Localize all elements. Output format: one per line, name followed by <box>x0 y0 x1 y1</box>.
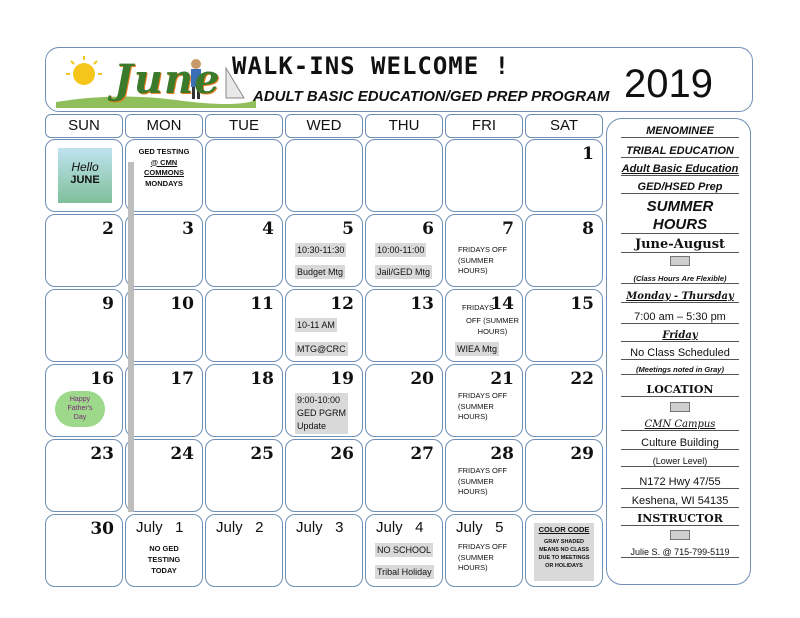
hello-text: Hello <box>71 160 99 174</box>
fathers-day-icon: Happy Father's Day <box>55 391 105 427</box>
month-word: June <box>114 56 221 103</box>
day-cell <box>285 364 363 437</box>
dow-sun: SUN <box>45 114 123 138</box>
sidebar-line: CMN Campus <box>621 419 739 431</box>
day-cell <box>45 439 123 512</box>
fridays-label: FRIDAYS <box>462 303 494 312</box>
day-number: 18 <box>250 369 274 389</box>
day-number: 30 <box>90 519 114 539</box>
day-cell <box>45 289 123 362</box>
day-number: 27 <box>410 444 434 464</box>
ged-testing-note: GED TESTING @ CMN COMMONS MONDAYS <box>138 147 190 188</box>
event-title: Tribal Holiday <box>377 567 432 577</box>
day-cell <box>285 214 363 287</box>
sidebar-line: 7:00 am – 5:30 pm <box>621 311 739 324</box>
day-cell <box>525 364 603 437</box>
day-cell <box>205 364 283 437</box>
dow-thu: THU <box>365 114 443 138</box>
day-number: 1 <box>582 144 594 164</box>
sidebar-line: LOCATION <box>621 383 739 397</box>
sidebar-line: SUMMER <box>646 198 714 215</box>
fridays-off-note: FRIDAYS OFF (SUMMER HOURS) <box>458 466 508 496</box>
year: 2019 <box>624 62 713 106</box>
day-number: 11 <box>250 294 274 314</box>
sidebar-line: GED/HSED Prep <box>621 181 739 194</box>
day-cell <box>365 139 443 212</box>
sun-icon <box>73 63 95 85</box>
day-number: 24 <box>170 444 194 464</box>
dow-sat: SAT <box>525 114 603 138</box>
day-cell <box>445 514 523 587</box>
day-cell <box>125 364 203 437</box>
day-cell <box>205 139 283 212</box>
info-sidebar <box>606 118 751 585</box>
day-cell <box>525 439 603 512</box>
program-title: ADULT BASIC EDUCATION/GED PREP PROGRAM <box>253 88 610 105</box>
sidebar-line: Adult Basic Education <box>621 163 739 175</box>
fridays-off-note: FRIDAYS OFF (SUMMER HOURS) <box>458 391 508 421</box>
event-title: NO SCHOOL <box>377 545 432 555</box>
sidebar-line: INSTRUCTOR <box>621 512 739 526</box>
event-time: 10-11 AM <box>297 320 335 330</box>
day-number: 14 <box>490 294 514 314</box>
day-cell <box>525 214 603 287</box>
event-time: 10:00-11:00 <box>377 245 425 255</box>
sidebar-line: N172 Hwy 47/55 <box>621 476 739 489</box>
day-cell <box>445 214 523 287</box>
day-cell <box>125 514 203 587</box>
event-block: 9:00-10:00 GED PGRM Update <box>295 393 348 434</box>
day-cell <box>445 364 523 437</box>
day-cell <box>445 139 523 212</box>
day-cell <box>285 439 363 512</box>
day-cell <box>525 289 603 362</box>
fridays-off-note: FRIDAYS OFF (SUMMER HOURS) <box>458 542 508 572</box>
event-title: MTG@CRC <box>297 344 346 354</box>
day-cell <box>445 289 523 362</box>
day-number: 17 <box>170 369 194 389</box>
sidebar-line: MENOMINEE <box>621 125 739 138</box>
day-number: 16 <box>90 369 114 389</box>
hello-june-image <box>58 148 112 203</box>
day-cell <box>205 214 283 287</box>
event-time: 10:30-11:30 <box>297 245 345 255</box>
day-cell <box>125 289 203 362</box>
day-number: 10 <box>170 294 194 314</box>
no-ged-note: NO GED TESTING TODAY <box>147 544 181 575</box>
day-number: July 2 <box>216 519 264 536</box>
june-text: JUNE <box>70 174 100 186</box>
sidebar-line: HOURS <box>621 216 739 234</box>
day-number: 5 <box>342 219 354 239</box>
day-cell <box>365 514 443 587</box>
sidebar-line: June-August <box>621 237 739 253</box>
down-arrow-icon <box>670 530 690 544</box>
day-number: 21 <box>490 369 514 389</box>
down-arrow-icon <box>670 402 690 416</box>
down-arrow-icon <box>670 256 690 270</box>
day-number: 23 <box>90 444 114 464</box>
day-number: 12 <box>330 294 354 314</box>
day-number: July 1 <box>136 519 184 536</box>
day-cell <box>365 364 443 437</box>
sidebar-line: (Lower Level) <box>621 456 739 467</box>
day-cell <box>365 214 443 287</box>
day-number: 29 <box>570 444 594 464</box>
dow-wed: WED <box>285 114 363 138</box>
sidebar-line: (Meetings noted in Gray) <box>621 365 739 375</box>
day-number: July 4 <box>376 519 424 536</box>
sidebar-line: Monday - Thursday <box>621 291 739 303</box>
day-number: 2 <box>102 219 114 239</box>
day-cell <box>45 514 123 587</box>
ged-testing-bar <box>128 162 134 512</box>
day-number: 4 <box>262 219 274 239</box>
day-cell <box>125 439 203 512</box>
walk-ins-banner: WALK-INS WELCOME ! <box>232 52 511 80</box>
day-number: 8 <box>582 219 594 239</box>
day-cell <box>285 289 363 362</box>
event-title: Budget Mtg <box>297 267 344 277</box>
day-number: 28 <box>490 444 514 464</box>
day-number: 13 <box>410 294 434 314</box>
dow-tue: TUE <box>205 114 283 138</box>
day-number: 22 <box>570 369 594 389</box>
day-cell <box>285 139 363 212</box>
day-number: July 3 <box>296 519 344 536</box>
color-code-legend: COLOR CODE GRAY SHADED MEANS NO CLASS DUE TO MEETINGS OR HOLIDAYS <box>534 523 594 581</box>
sidebar-line: Julie S. @ 715-799-5119 <box>621 547 739 558</box>
day-cell <box>525 514 603 587</box>
sidebar-line: TRIBAL EDUCATION <box>621 145 739 158</box>
day-cell <box>285 514 363 587</box>
day-number: 20 <box>410 369 434 389</box>
day-number: 25 <box>250 444 274 464</box>
sidebar-line: Friday <box>621 330 739 342</box>
day-cell <box>45 214 123 287</box>
day-number: July 5 <box>456 519 504 536</box>
event-title: Jail/GED Mtg <box>377 267 431 277</box>
day-cell <box>365 439 443 512</box>
day-cell <box>525 139 603 212</box>
day-cell <box>45 364 123 437</box>
day-cell <box>125 139 203 212</box>
day-number: 3 <box>182 219 194 239</box>
day-cell <box>205 289 283 362</box>
sidebar-line: Culture Building <box>621 437 739 450</box>
day-cell <box>125 214 203 287</box>
day-cell <box>205 439 283 512</box>
day-cell <box>205 514 283 587</box>
dow-fri: FRI <box>445 114 523 138</box>
fridays-off-note: OFF (SUMMER HOURS) <box>466 316 519 336</box>
day-number: 7 <box>502 219 514 239</box>
day-number: 9 <box>102 294 114 314</box>
day-number: 15 <box>570 294 594 314</box>
event-title: WIEA Mtg <box>457 344 498 354</box>
day-number: 26 <box>330 444 354 464</box>
sidebar-line: Keshena, WI 54135 <box>621 495 739 508</box>
sidebar-line: No Class Scheduled <box>621 347 739 360</box>
dow-mon: MON <box>125 114 203 138</box>
day-cell <box>445 439 523 512</box>
day-cell <box>365 289 443 362</box>
sidebar-line: (Class Hours Are Flexible) <box>621 274 739 284</box>
day-number: 19 <box>330 369 354 389</box>
day-cell <box>45 139 123 212</box>
day-number: 6 <box>422 219 434 239</box>
fridays-off-note: FRIDAYS OFF (SUMMER HOURS) <box>458 245 508 275</box>
